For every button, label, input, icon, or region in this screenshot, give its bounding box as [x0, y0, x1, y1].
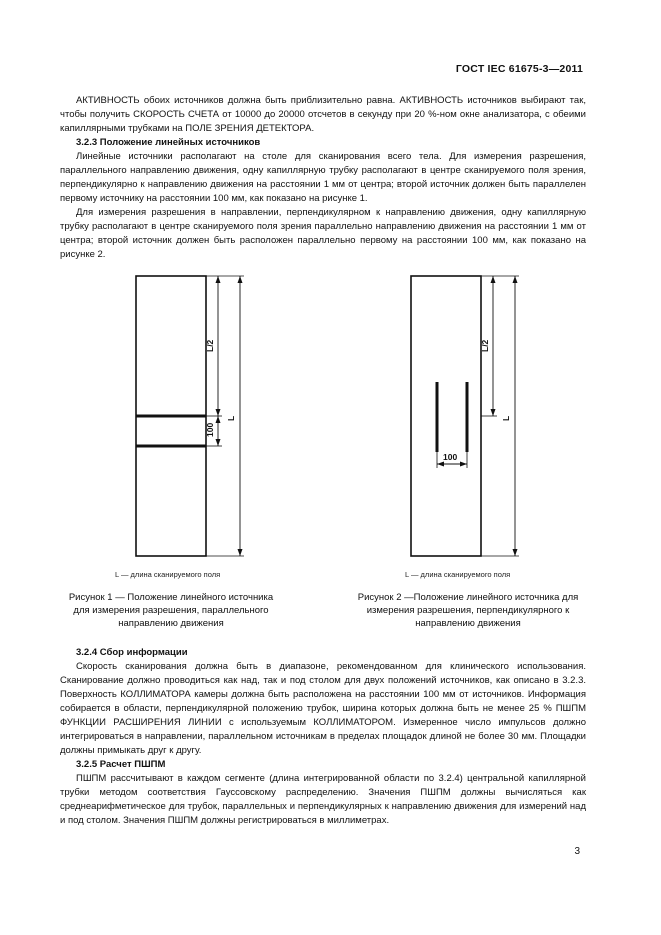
- figure-1-caption: Рисунок 1 — Положение линейного источника для измерения разрешения, параллельного направлению движения: [68, 592, 274, 629]
- paragraph-line-sources: Линейные источники располагают на столе для сканирования всего тела. Для измерения разрешения, параллельного направлению движения, одну капиллярную трубку располагают в центре сканируемого поля зрения, перпендикулярно к направлению движения на расстоянии 1 мм от центра; второй источник должен быть параллелен первому источнику на расстоянии 100 мм, как показано на рисунке 1.: [60, 151, 586, 204]
- scan-field-rect: [411, 276, 481, 556]
- figure-2-legend: L — длина сканируемого поля: [405, 570, 511, 579]
- figure-2-caption: Рисунок 2 —Положение линейного источника для измерения разрешения, перпендикулярного к направлению движения: [357, 592, 579, 629]
- document-header: ГОСТ IEC 61675-3—2011: [455, 63, 583, 75]
- figure-1-legend: L — длина сканируемого поля: [115, 570, 221, 579]
- figure-1-drawing: [130, 270, 270, 570]
- heading-3-2-3: 3.2.3 Положение линейных источников: [76, 137, 261, 148]
- section-b: [60, 646, 586, 828]
- paragraph-perpendicular: Для измерения разрешения в направлении, перпендикулярном к направлению движения, одну капиллярную трубку располагают в центре сканируемого поля зрения параллельно направлению движения на расстоянии 1 мм от центра; второй источник должен быть расположен параллельно первому на расстоянии 100 мм, как показано на рисунке 2.: [60, 207, 586, 260]
- fig1-length-label: L: [226, 415, 236, 421]
- heading-3-2-5: 3.2.5 Расчет ПШПМ: [76, 759, 166, 770]
- paragraph-activity: АКТИВНОСТЬ обоих источников должна быть приблизительно равна. АКТИВНОСТЬ источников выбирают так, чтобы получить СКОРОСТЬ СЧЕТА от 10000 до 20000 отсчетов в секунду при 20 %-ном окне анализатора, с обеими капиллярными трубками на ПОЛЕ ЗРЕНИЯ ДЕТЕКТОРА.: [60, 95, 586, 134]
- figure-1: [130, 270, 270, 570]
- section-a: [60, 94, 586, 262]
- page-number: 3: [574, 846, 580, 857]
- figure-2-drawing: [405, 270, 545, 570]
- fig1-gap-label: 100: [205, 422, 215, 437]
- figure-2: [405, 270, 545, 570]
- fig2-length-label: L: [501, 415, 511, 421]
- paragraph-data-collection: Скорость сканирования должна быть в диапазоне, рекомендованном для клинического использования. Сканирование должно проводиться как над, так и под столом для двух положений источников, как описано в 3.2.3. Поверхность КОЛЛИМАТОРА камеры должна быть расположена на расстоянии 100 мм от источников. Информация собирается в области, перпендикулярной положению трубок, ширина которых должна быть не менее 25 % ПШПМ ФУНКЦИИ РАСШИРЕНИЯ ЛИНИИ с используемым КОЛЛИМАТОРОМ. Измеренное число импульсов должно интегрироваться в направлении, параллельном источникам в пределах площадок длиной не более 30 мм. Площадки должны примыкать друг к другу.: [60, 661, 586, 756]
- fig2-half-length-label: L/2: [480, 339, 490, 352]
- fig2-gap-label: 100: [443, 452, 458, 462]
- fig1-half-length-label: L/2: [205, 339, 215, 352]
- heading-3-2-4: 3.2.4 Сбор информации: [76, 647, 188, 658]
- paragraph-fwhm: ПШПМ рассчитывают в каждом сегменте (длина интегрированной области по 3.2.4) центральной капиллярной трубки методом соответствия Гауссовскому распределению. Значения ПШПМ должны вычисляться как среднеарифметическое для трубок, параллельных и перпендикулярных к направлению движения для измерений над и под столом. Значения ПШПМ должны регистрироваться в миллиметрах.: [60, 773, 586, 826]
